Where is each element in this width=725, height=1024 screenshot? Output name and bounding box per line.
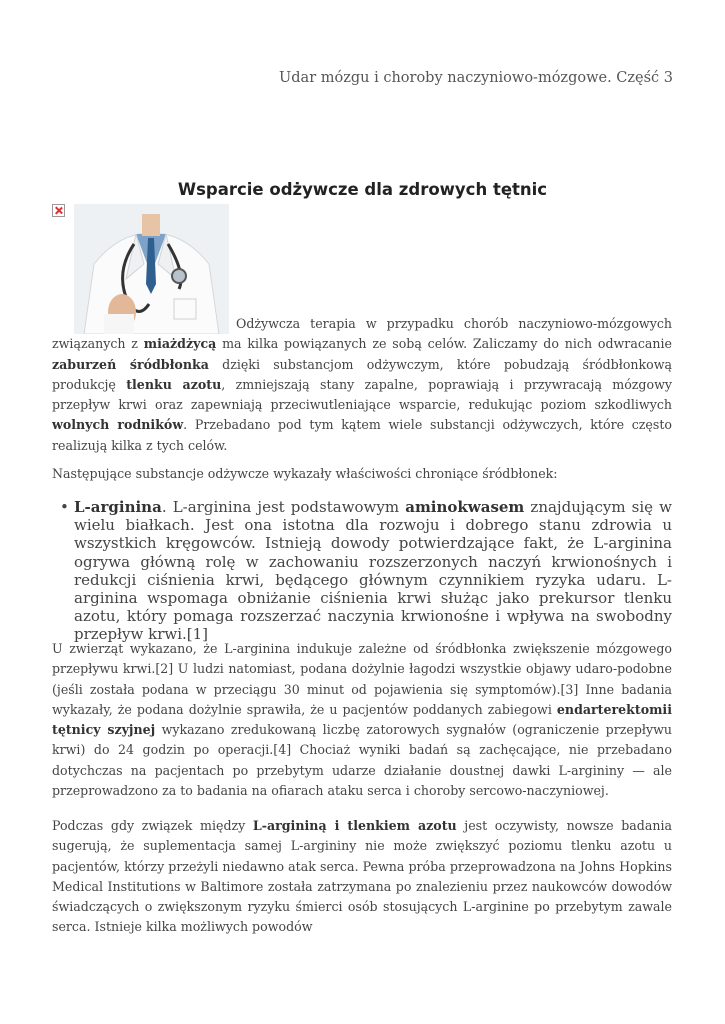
bullet-text-2: znajdującym się w wielu białkach. Jest ona istotna dla rozwoju i dobrego stanu zdrowia u wszystkich kręgowców. Istnieją dowody potwierdzające fakt, że L-arginina ogrywa główną rolę w zachowaniu rozszerzonych naczyń krwionośnych i redukcji ciśnienia krwi, będącego głównym czynnikiem ryzyka udaru. L-arginina wspomaga obniżanie ciśnienia krwi służąc jako prekursor tlenku azotu, który pomaga rozszerzać naczynia krwionośne i wpływa na swobodny przepływ krwi.[1] xyxy=(74,498,672,644)
bullet-text-1: . L-arginina jest podstawowym xyxy=(161,498,406,516)
term-endarterektomii: endarterektomii tętnicy szyjnej xyxy=(52,701,672,738)
studies-text-1: U zwierząt wykazano, że L-arginina indukuje zależne od śródbłonka zwiększenie mózgowego przepływu krwi.[2] U ludzi natomiast, podana dożylnie łagodzi wszystkie objawy udaro-podobne (jeśli została podana w przeciągu 30 minut od pojawienia się symptomów).[3] Inne badania wykazały, że podana dożylnie sprawiła, że u pacjentów poddanych zabiegowi xyxy=(52,641,672,717)
intro-text-4: , zmniejszają stany zapalne, poprawiają i przywracają mózgowy przepływ krwi oraz zapewniają przeciwutleniające wsparcie, redukując poziom szkodliwych xyxy=(52,376,672,413)
list-item-l-arginina xyxy=(60,498,672,644)
term-l-arginina-tlenek: L-argininą i tlenkiem azotu xyxy=(252,818,457,833)
term-tlenku-azotu: tlenku azotu xyxy=(126,376,222,392)
bullet-marker: • xyxy=(60,498,69,516)
list-intro-paragraph: Następujące substancje odżywcze wykazały właściwości chroniące śródbłonek: xyxy=(52,466,558,481)
term-wolnych-rodnikow: wolnych rodników xyxy=(52,417,184,433)
intro-text-3: dzięki substancjom odżywczym, które pobudzają śródbłonkową produkcję xyxy=(52,356,673,392)
nitric-oxide-paragraph xyxy=(52,816,672,938)
intro-text-1: Odżywcza terapia w przypadku chorób naczyniowo-mózgowych związanych z xyxy=(52,316,672,352)
studies-text-2: wykazano zredukowaną liczbę zatorowych sygnałów (ograniczenie przepływu krwi) do 24 godzin po operacji.[4] Chociaż wyniki badań są zachęcające, nie przebadano dotychczas na pacjentach po przebytym udarze działanie doustnej dawki L-argininy — ale przeprowadzono za to badania na ofiarach ataku serca i choroby sercowo-naczyniowej. xyxy=(52,722,672,799)
term-zaburzen-srodblonka: zaburzeń śródbłonka xyxy=(52,356,209,372)
intro-text-2: ma kilka powiązanych ze sobą celów. Zaliczamy do nich odwracanie xyxy=(216,336,672,352)
animal-studies-paragraph xyxy=(52,639,672,801)
term-l-arginina: L-arginina xyxy=(74,498,162,516)
page-header-title: Udar mózgu i choroby naczyniowo-mózgowe. Część 3 xyxy=(279,70,673,86)
no-text-1: Podczas gdy związek między xyxy=(52,818,253,833)
broken-image-icon xyxy=(52,204,65,217)
term-miazdzyca: miażdżycą xyxy=(143,336,217,352)
intro-text-5: . Przebadano pod tym kątem wiele substancji odżywczych, które często realizują kilka z tych celów. xyxy=(52,417,672,453)
no-text-2: jest oczywisty, nowsze badania sugerują, że suplementacja samej L-argininy nie może zwiększyć poziomu tlenku azotu u pacjentów, którzy przeżyli niedawno atak serca. Pewna próba przeprowadzona na Johns Hopkins Medical Institutions w Baltimore została zatrzymana po znalezieniu przez naukowców dowodów świadczących o zwiększonym ryzyku śmierci osób stosujących L-arginine po przebytym zawale serca. Istnieje kilka możliwych powodów xyxy=(52,818,673,935)
term-aminokwasem: aminokwasem xyxy=(405,498,525,516)
intro-paragraph xyxy=(52,314,672,456)
article-title: Wsparcie odżywcze dla zdrowych tętnic xyxy=(177,180,548,199)
